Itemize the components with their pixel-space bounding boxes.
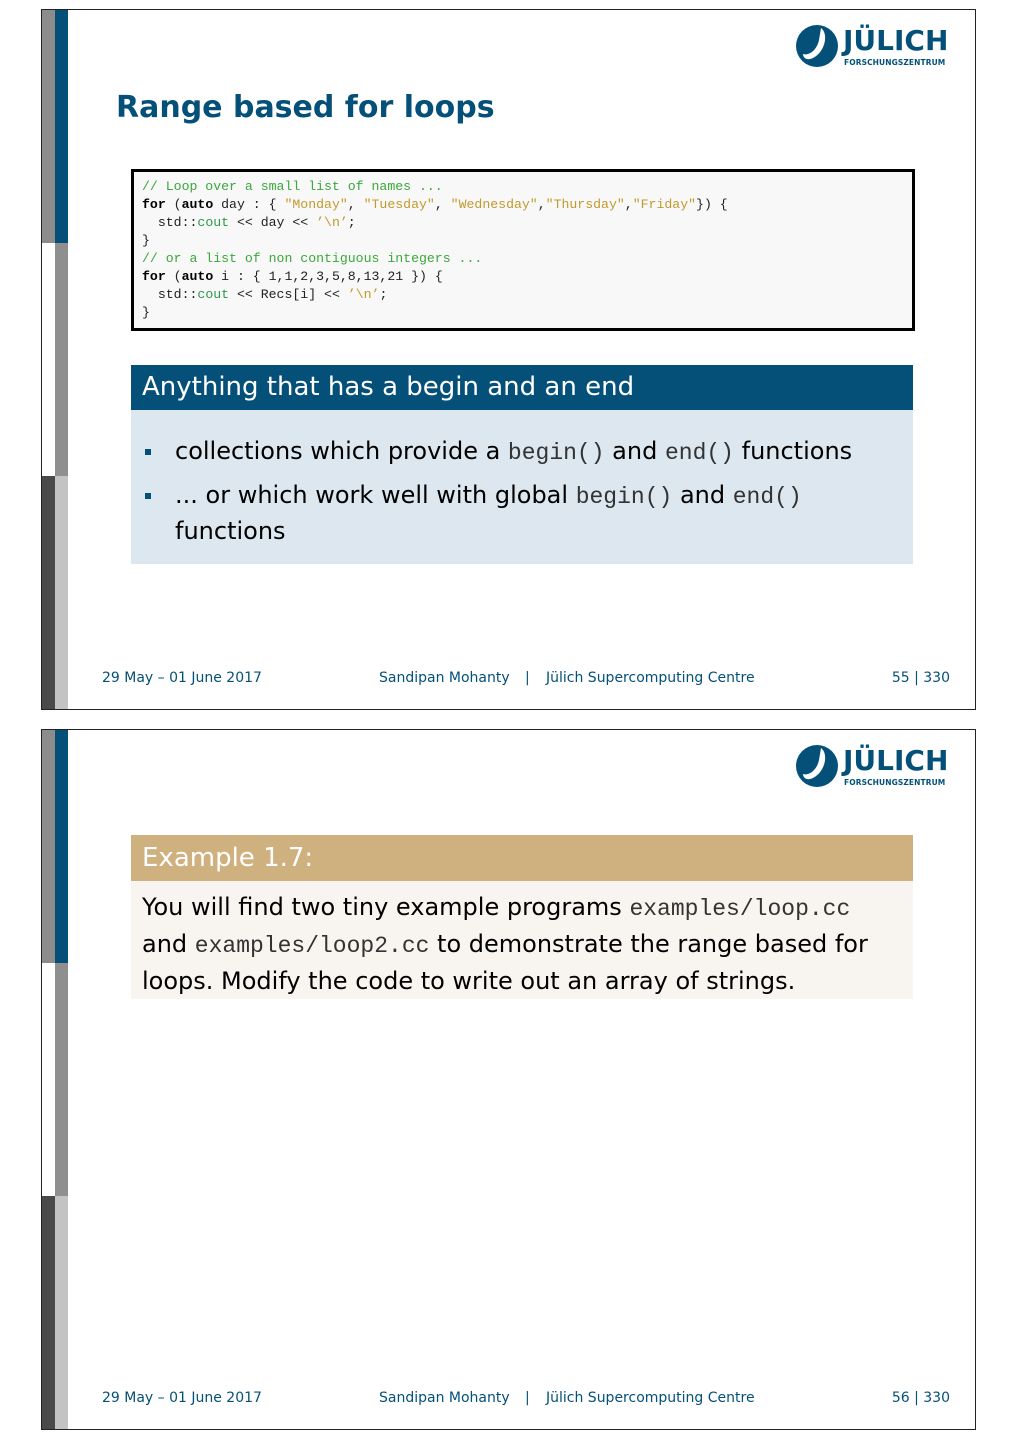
item-code: begin() [507,440,605,466]
code-text: , [624,197,633,212]
code-string: "Wednesday" [450,197,538,212]
code-text: , [434,197,451,212]
decor-bar [55,243,68,476]
decor-bar [55,963,68,1196]
list-item [145,478,893,548]
logo-subtitle: FORSCHUNGSZENTRUM [844,58,946,67]
logo-wordmark: JÜLICH [843,24,949,57]
decor-bar [55,1196,68,1430]
code-text: , [347,197,364,212]
logo-subtitle: FORSCHUNGSZENTRUM [844,778,946,787]
example-body [131,881,913,999]
code-text: i : { 1,1,2,3,5,8,13,21 }) { [213,269,443,284]
slide-55 [41,9,976,710]
item-code: begin() [575,484,673,510]
example-text: to demonstrate the range based for loops. Modify the code to write out an array of strings. [142,930,868,995]
decor-bar [42,730,55,963]
code-text: , [537,197,546,212]
code-text: } [142,305,150,320]
example-text: You will find two tiny example programs [142,893,630,921]
logo-wordmark: JÜLICH [843,744,949,777]
example-code: examples/loop2.cc [194,933,430,959]
item-text: ... or which work well with global [175,481,576,509]
code-identifier: cout [197,287,230,302]
footer-date: 29 May – 01 June 2017 [102,670,262,686]
example-text: and [142,930,195,958]
code-comment: // or a list of non contiguous integers ... [142,251,483,266]
code-keyword: for [142,269,166,284]
code-comment: // Loop over a small list of names ... [142,179,443,194]
item-text: functions [733,437,853,465]
footer-separator: | [525,1390,530,1406]
block-body [131,410,913,564]
item-code: end() [664,440,734,466]
julich-logo-icon [795,744,839,788]
code-keyword: auto [181,197,214,212]
decor-bar [42,10,55,243]
code-text: } [142,233,150,248]
footer-institution: Jülich Supercomputing Centre [546,1390,755,1406]
code-text: ( [165,269,182,284]
julich-logo [793,22,953,74]
decor-bar [55,730,68,963]
footer-author: Sandipan Mohanty [379,670,510,686]
code-text: day : { [213,197,285,212]
code-identifier: cout [197,215,230,230]
bullet-icon [145,449,151,455]
code-text: }) { [696,197,728,212]
decor-bar [42,476,55,710]
code-string: "Friday" [632,197,697,212]
code-string: ’\n’ [316,215,348,230]
code-keyword: auto [181,269,214,284]
code-text: ; [379,287,388,302]
code-string: "Monday" [284,197,348,212]
item-text: and [672,481,733,509]
decor-bar [42,243,55,476]
footer-separator: | [525,670,530,686]
code-text: std:: [142,215,198,230]
code-text: ; [347,215,356,230]
code-keyword: for [142,197,166,212]
footer-institution: Jülich Supercomputing Centre [546,670,755,686]
item-text: functions [175,517,286,545]
item-text: collections which provide a [175,437,508,465]
slide-title: Range based for loops [116,90,495,125]
code-text: ( [165,197,182,212]
code-text: << Recs[i] << [229,287,348,302]
decor-bar [55,476,68,710]
footer-author: Sandipan Mohanty [379,1390,510,1406]
decor-bar [55,10,68,243]
slide-56 [41,729,976,1430]
code-string: "Thursday" [545,197,625,212]
item-code: end() [732,484,802,510]
footer-page-number: 56 | 330 [891,1390,950,1406]
bullet-icon [145,493,151,499]
code-block [131,169,915,331]
decor-bar [42,963,55,1196]
julich-logo-icon [795,24,839,68]
code-text: std:: [142,287,198,302]
footer-page-number: 55 | 330 [891,670,950,686]
code-text: << day << [229,215,317,230]
example-code: examples/loop.cc [629,896,851,922]
block-title: Anything that has a begin and an end [131,365,913,410]
footer-date: 29 May – 01 June 2017 [102,1390,262,1406]
example-title: Example 1.7: [131,835,913,881]
decor-bar [42,1196,55,1430]
item-text: and [604,437,665,465]
code-string: "Tuesday" [363,197,435,212]
list-item [145,434,893,470]
julich-logo [793,742,953,794]
code-string: ’\n’ [347,287,380,302]
